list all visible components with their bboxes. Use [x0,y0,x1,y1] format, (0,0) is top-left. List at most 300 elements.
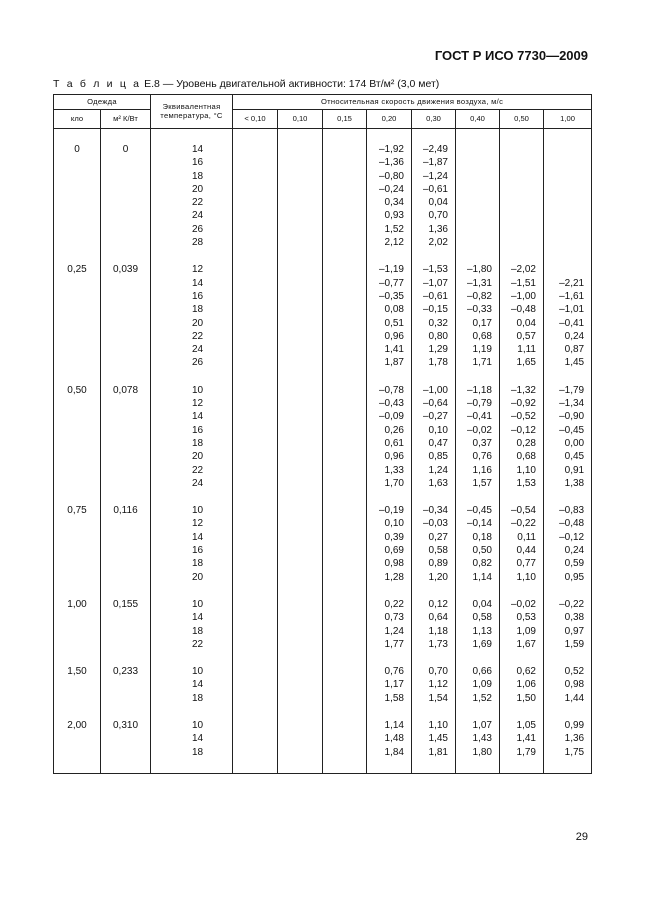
pmv-value-cell: 0,10 [412,424,456,437]
spacer-cell [323,490,367,504]
table-row [54,303,592,316]
spacer-cell [233,249,278,263]
insulation-cell [101,290,151,303]
spacer-cell [500,705,544,719]
pmv-value-cell [278,277,323,290]
spacer-cell [233,705,278,719]
temperature-cell: 14 [151,143,233,156]
pmv-value-cell: –0,34 [412,504,456,517]
pmv-value-cell: 0,87 [544,343,592,356]
pmv-value-cell: –0,14 [456,517,500,530]
table-row [54,183,592,196]
pmv-value-cell [456,143,500,156]
insulation-cell [101,678,151,691]
spacer-cell [367,705,412,719]
pmv-value-cell [323,236,367,249]
pmv-value-cell [233,746,278,759]
pmv-value-cell [456,196,500,209]
pmv-value-cell: –0,77 [367,277,412,290]
pmv-value-cell: 2,12 [367,236,412,249]
pmv-value-cell: –1,61 [544,290,592,303]
pmv-value-cell [278,598,323,611]
pmv-value-cell: –0,41 [456,410,500,423]
pmv-value-cell [278,143,323,156]
pmv-value-cell [323,692,367,705]
pmv-value-cell: –0,12 [500,424,544,437]
clo-cell: 0,25 [54,263,101,276]
pmv-value-cell: 0,45 [544,450,592,463]
spacer-cell [54,249,101,263]
spacer-cell [323,584,367,598]
pmv-value-cell [544,209,592,222]
spacer-cell [367,651,412,665]
pmv-value-cell: 0,98 [544,678,592,691]
temperature-cell: 18 [151,692,233,705]
pmv-value-cell [233,424,278,437]
temperature-cell: 28 [151,236,233,249]
pmv-value-cell [323,625,367,638]
pmv-value-cell [233,571,278,584]
temperature-cell: 26 [151,356,233,369]
pmv-value-cell [233,638,278,651]
document-header: ГОСТ Р ИСО 7730—2009 [434,48,588,63]
pmv-value-cell: 0,59 [544,557,592,570]
spacer-cell [500,249,544,263]
clo-cell [54,330,101,343]
spacer-cell [151,370,233,384]
spacer-cell [412,249,456,263]
table-row [54,544,592,557]
pmv-value-cell [500,170,544,183]
spacer-cell [278,249,323,263]
pmv-value-cell [544,183,592,196]
pmv-value-cell [278,732,323,745]
pmv-value-cell: 1,10 [412,719,456,732]
pmv-value-cell [233,732,278,745]
pmv-value-cell: 0,80 [412,330,456,343]
table-row [54,531,592,544]
pmv-value-cell: 1,19 [456,343,500,356]
pmv-value-cell [323,410,367,423]
pmv-value-cell: 0,99 [544,719,592,732]
pmv-value-cell: 0,50 [456,544,500,557]
pmv-value-cell: 1,44 [544,692,592,705]
insulation-cell: 0,078 [101,384,151,397]
speed-header: 0,40 [456,110,500,129]
spacer-cell [233,584,278,598]
spacer-cell [500,370,544,384]
insulation-cell [101,397,151,410]
pmv-value-cell: 0,27 [412,531,456,544]
pmv-value-cell [500,143,544,156]
table-row [54,143,592,156]
spacer-cell [101,705,151,719]
pmv-value-cell: –0,48 [544,517,592,530]
clo-cell: 0 [54,143,101,156]
pmv-value-cell [278,678,323,691]
insulation-cell [101,196,151,209]
table-row [54,571,592,584]
pmv-value-cell: –0,22 [544,598,592,611]
speed-header: < 0,10 [233,110,278,129]
pmv-value-cell [233,156,278,169]
pmv-value-cell [233,223,278,236]
pmv-value-cell [278,317,323,330]
pmv-value-cell [233,356,278,369]
pmv-value-cell: 1,80 [456,746,500,759]
pmv-value-cell: 1,52 [456,692,500,705]
pmv-value-cell [233,678,278,691]
pmv-value-cell [456,156,500,169]
temperature-cell: 24 [151,209,233,222]
insulation-cell: 0,310 [101,719,151,732]
temperature-cell: 18 [151,170,233,183]
insulation-cell [101,303,151,316]
table-row [54,397,592,410]
temperature-cell: 10 [151,665,233,678]
pmv-value-cell: –0,02 [500,598,544,611]
spacer-cell [151,249,233,263]
pmv-value-cell: 1,10 [500,464,544,477]
clo-cell [54,156,101,169]
pmv-value-cell: 1,73 [412,638,456,651]
pmv-value-cell: 0,37 [456,437,500,450]
pmv-value-cell [278,424,323,437]
pmv-value-cell: –0,24 [367,183,412,196]
pmv-value-cell: 0,95 [544,571,592,584]
pmv-value-cell: –1,00 [412,384,456,397]
pmv-value-cell: 0,04 [412,196,456,209]
spacer-row [54,759,592,774]
pmv-value-cell [323,384,367,397]
pmv-value-cell [323,732,367,745]
pmv-value-cell: 0,24 [544,544,592,557]
clo-cell [54,223,101,236]
pmv-value-cell: 0,17 [456,317,500,330]
pmv-value-cell: –0,83 [544,504,592,517]
pmv-value-cell: 1,81 [412,746,456,759]
spacer-cell [151,759,233,774]
pmv-value-cell: –0,45 [456,504,500,517]
insulation-cell: 0 [101,143,151,156]
table-row [54,732,592,745]
pmv-value-cell: 0,91 [544,464,592,477]
spacer-cell [54,490,101,504]
pmv-value-cell: 0,00 [544,437,592,450]
pmv-value-cell: 0,68 [500,450,544,463]
table-row [54,290,592,303]
pmv-value-cell: –0,27 [412,410,456,423]
temperature-cell: 16 [151,290,233,303]
pmv-value-cell [323,156,367,169]
clo-cell [54,290,101,303]
caption-title: — Уровень двигательной активности: 174 Вт/м² (3,0 мет) [162,78,440,90]
temperature-cell: 16 [151,156,233,169]
pmv-value-cell [233,170,278,183]
insulation-cell [101,330,151,343]
clo-cell [54,397,101,410]
pmv-value-cell: 0,97 [544,625,592,638]
pmv-value-cell [323,170,367,183]
pmv-value-cell: 1,36 [544,732,592,745]
pmv-value-cell: 1,36 [412,223,456,236]
pmv-value-cell [233,504,278,517]
spacer-cell [233,370,278,384]
table-row [54,424,592,437]
insulation-cell [101,450,151,463]
pmv-value-cell [278,384,323,397]
spacer-cell [544,584,592,598]
spacer-cell [456,490,500,504]
pmv-value-cell [500,209,544,222]
temperature-cell: 10 [151,719,233,732]
spacer-cell [54,370,101,384]
pmv-value-cell: –1,07 [412,277,456,290]
pmv-value-cell [278,517,323,530]
pmv-value-cell: 1,52 [367,223,412,236]
temperature-cell: 14 [151,611,233,624]
table-row [54,611,592,624]
pmv-value-cell: 0,28 [500,437,544,450]
clo-cell [54,638,101,651]
pmv-value-cell: –0,82 [456,290,500,303]
table-row [54,517,592,530]
pmv-value-cell: 0,77 [500,557,544,570]
pmv-value-cell: 0,82 [456,557,500,570]
pmv-value-cell [456,183,500,196]
temperature-cell: 26 [151,223,233,236]
temperature-cell: 22 [151,196,233,209]
pmv-value-cell [278,450,323,463]
pmv-value-cell: –0,09 [367,410,412,423]
spacer-cell [500,584,544,598]
table-row [54,356,592,369]
pmv-value-cell: 0,22 [367,598,412,611]
pmv-value-cell [323,517,367,530]
spacer-cell [233,129,278,144]
spacer-cell [367,370,412,384]
table-row [54,450,592,463]
pmv-value-cell: 1,14 [367,719,412,732]
temperature-cell: 24 [151,343,233,356]
table-body [54,129,592,774]
pmv-value-cell [323,719,367,732]
spacer-row [54,705,592,719]
pmv-value-cell: 1,20 [412,571,456,584]
pmv-value-cell: 1,78 [412,356,456,369]
insulation-cell [101,183,151,196]
spacer-cell [367,759,412,774]
pmv-value-cell [323,746,367,759]
pmv-value-cell: 1,65 [500,356,544,369]
insulation-cell [101,517,151,530]
pmv-value-cell: –0,90 [544,410,592,423]
insulation-cell: 0,155 [101,598,151,611]
speed-header: 0,50 [500,110,544,129]
pmv-value-cell [456,223,500,236]
pmv-value-cell: –1,31 [456,277,500,290]
clo-cell [54,236,101,249]
table-row [54,598,592,611]
pmv-value-cell: –0,02 [456,424,500,437]
spacer-cell [367,249,412,263]
pmv-value-cell: 0,18 [456,531,500,544]
spacer-cell [151,705,233,719]
pmv-value-cell [233,317,278,330]
pmv-value-cell: –0,54 [500,504,544,517]
pmv-value-cell: 1,43 [456,732,500,745]
spacer-cell [500,129,544,144]
spacer-cell [544,651,592,665]
pmv-value-cell: 1,09 [500,625,544,638]
pmv-value-cell: –0,64 [412,397,456,410]
clo-cell: 0,75 [54,504,101,517]
pmv-value-cell: 1,70 [367,477,412,490]
pmv-value-cell [233,598,278,611]
pmv-value-cell: 1,50 [500,692,544,705]
pmv-value-cell [233,330,278,343]
pmv-value-cell [233,277,278,290]
spacer-row [54,584,592,598]
pmv-value-cell [278,531,323,544]
pmv-value-cell [323,450,367,463]
clo-cell [54,356,101,369]
pmv-value-cell [456,170,500,183]
pmv-value-cell [278,571,323,584]
pmv-value-cell: 1,09 [456,678,500,691]
insulation-cell [101,223,151,236]
table-row [54,665,592,678]
pmv-value-cell: 1,59 [544,638,592,651]
pmv-value-cell [323,317,367,330]
clo-cell: 0,50 [54,384,101,397]
pmv-value-cell: 1,87 [367,356,412,369]
pmv-value-cell [323,544,367,557]
clo-cell [54,571,101,584]
insulation-cell [101,464,151,477]
insulation-cell [101,437,151,450]
pmv-value-cell: 1,07 [456,719,500,732]
pmv-value-cell: 1,45 [544,356,592,369]
page-number: 29 [575,831,588,843]
pmv-value-cell [278,356,323,369]
table-row [54,692,592,705]
spacer-cell [456,370,500,384]
pmv-value-cell: –1,18 [456,384,500,397]
speed-header: 1,00 [544,110,592,129]
insulation-cell [101,170,151,183]
spacer-cell [544,705,592,719]
spacer-cell [456,584,500,598]
pmv-value-cell [233,303,278,316]
pmv-value-cell: –1,00 [500,290,544,303]
pmv-value-cell [233,477,278,490]
spacer-row [54,490,592,504]
insulation-cell [101,732,151,745]
table-row [54,410,592,423]
pmv-value-cell: 1,38 [544,477,592,490]
pmv-value-cell [233,384,278,397]
pmv-value-cell: –2,49 [412,143,456,156]
pmv-value-cell: –0,48 [500,303,544,316]
insulation-cell [101,625,151,638]
pmv-value-cell: 0,10 [367,517,412,530]
pmv-value-cell [323,143,367,156]
pmv-value-cell: 1,84 [367,746,412,759]
pmv-value-cell: 1,54 [412,692,456,705]
pmv-value-cell [278,638,323,651]
clo-cell [54,450,101,463]
table-row [54,384,592,397]
pmv-value-cell: 1,45 [412,732,456,745]
clo-cell [54,692,101,705]
pmv-value-cell: 0,53 [500,611,544,624]
pmv-value-cell: 0,66 [456,665,500,678]
pmv-value-cell [278,290,323,303]
pmv-value-cell [233,665,278,678]
insulation-cell [101,531,151,544]
spacer-cell [367,584,412,598]
clo-cell [54,625,101,638]
pmv-value-cell [278,504,323,517]
spacer-cell [233,651,278,665]
table-row [54,557,592,570]
spacer-cell [544,759,592,774]
pmv-value-cell [544,236,592,249]
pmv-value-cell: 1,16 [456,464,500,477]
insulation-cell [101,746,151,759]
pmv-value-cell: 1,12 [412,678,456,691]
spacer-cell [54,584,101,598]
pmv-value-cell [278,196,323,209]
pmv-value-cell: –0,61 [412,290,456,303]
pmv-value-cell: 1,05 [500,719,544,732]
insulation-cell [101,410,151,423]
table-row [54,437,592,450]
pmv-value-cell: –0,45 [544,424,592,437]
table-row [54,638,592,651]
table-row [54,625,592,638]
pmv-value-cell [323,437,367,450]
pmv-value-cell: –0,22 [500,517,544,530]
spacer-cell [54,129,101,144]
pmv-value-cell: 1,11 [500,343,544,356]
pmv-value-cell: 1,10 [500,571,544,584]
pmv-value-cell [500,183,544,196]
pmv-value-cell: –0,78 [367,384,412,397]
pmv-value-cell [323,611,367,624]
spacer-cell [323,249,367,263]
table-row [54,156,592,169]
pmv-value-cell: –1,19 [367,263,412,276]
pmv-value-cell: 0,69 [367,544,412,557]
pmv-value-cell: –1,79 [544,384,592,397]
spacer-cell [278,129,323,144]
clo-cell: 1,00 [54,598,101,611]
pmv-value-cell: 0,64 [412,611,456,624]
table-row [54,343,592,356]
temperature-cell: 10 [151,384,233,397]
clo-cell [54,303,101,316]
temperature-cell: 16 [151,424,233,437]
pmv-value-cell: 0,24 [544,330,592,343]
table-caption [53,78,439,90]
clo-cell [54,170,101,183]
pmv-value-cell: –1,01 [544,303,592,316]
pmv-value-cell [323,397,367,410]
spacer-cell [544,249,592,263]
spacer-cell [500,759,544,774]
